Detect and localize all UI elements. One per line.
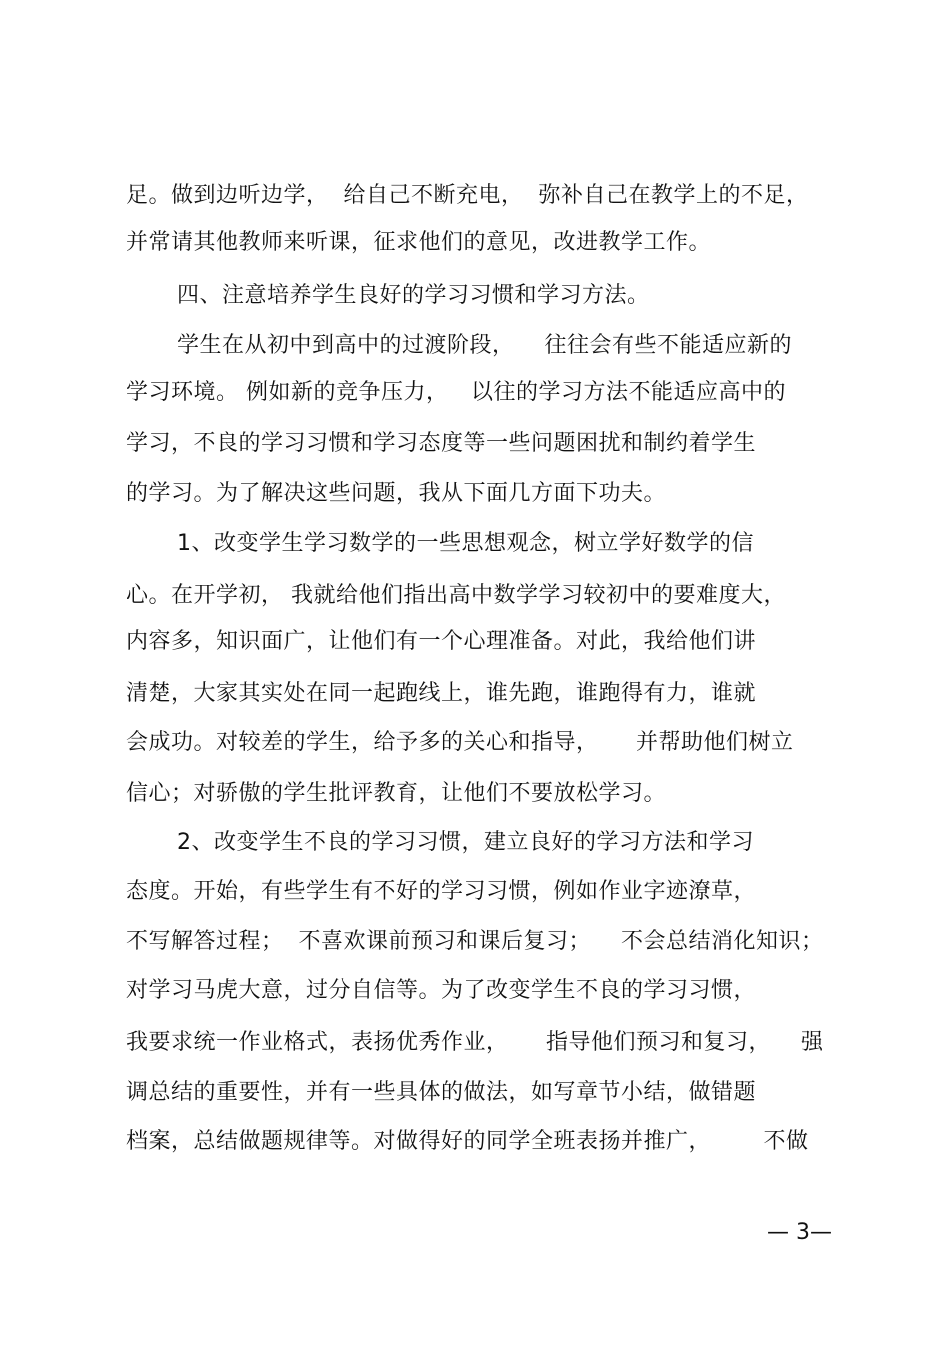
text-line: 调总结的重要性，并有一些具体的做法，如写章节小结，做错题 [126,1080,757,1105]
page-number: — 3— [767,1220,832,1245]
text-line: 学生在从初中到高中的过渡阶段， 往往会有些不能适应新的 [177,333,792,358]
text-line: 学习环境。 例如新的竞争压力， 以往的学习方法不能适应高中的 [126,380,786,405]
text-line: 学习，不良的学习习惯和学习态度等一些问题困扰和制约着学生 [126,431,757,456]
text-line: 不写解答过程； 不喜欢课前预习和课后复习； 不会总结消化知识； [126,929,824,954]
text-line: 态度。开始，有些学生有不好的学习习惯，例如作业字迹潦草， [126,879,757,904]
text-line: 清楚，大家其实处在同一起跑线上，谁先跑，谁跑得有力，谁就 [126,681,757,706]
text-line: 2、改变学生不良的学习习惯，建立良好的学习方法和学习 [177,830,754,855]
text-line: 档案，总结做题规律等。对做得好的同学全班表扬并推广， 不做 [126,1129,809,1154]
text-line: 心。在开学初， 我就给他们指出高中数学学习较初中的要难度大， [126,583,786,608]
text-line: 会成功。对较差的学生，给予多的关心和指导， 并帮助他们树立 [126,730,794,755]
text-line: 对学习马虎大意，过分自信等。为了改变学生不良的学习习惯， [126,978,757,1003]
text-line: 内容多，知识面广，让他们有一个心理准备。对此，我给他们讲 [126,629,757,654]
text-line: 并常请其他教师来听课，征求他们的意见，改进教学工作。 [126,230,712,255]
section-heading: 四、注意培养学生良好的学习习惯和学习方法。 [177,283,650,308]
text-line: 足。做到边听边学， 给自己不断充电， 弥补自己在教学上的不足， [126,183,809,208]
text-line: 信心；对骄傲的学生批评教育，让他们不要放松学习。 [126,781,667,806]
text-line: 我要求统一作业格式，表扬优秀作业， 指导他们预习和复习， 强 [126,1030,824,1055]
text-line: 的学习。为了解决这些问题，我从下面几方面下功夫。 [126,481,667,506]
text-line: 1、改变学生学习数学的一些思想观念，树立学好数学的信 [177,531,754,556]
